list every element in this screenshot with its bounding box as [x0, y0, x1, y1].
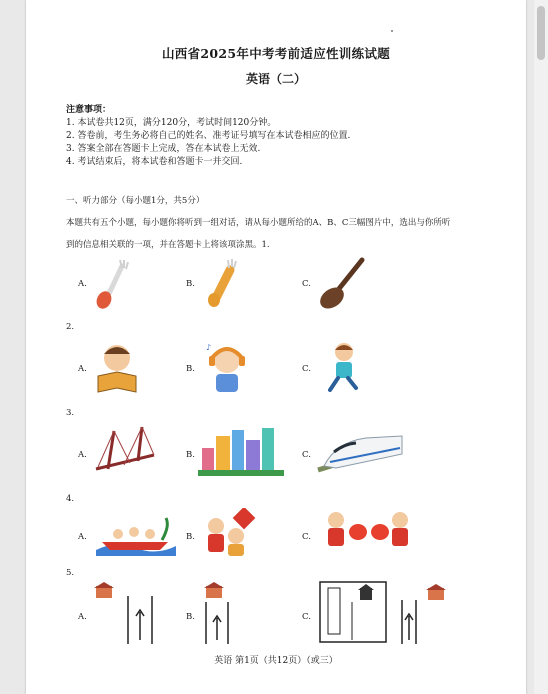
option-label: A. — [78, 450, 87, 460]
option-label: B. — [186, 279, 195, 289]
map-route-b-icon — [198, 582, 258, 646]
notice-item: 2. 答卷前，考生务必将自己的姓名、准考证号填写在本试卷相应的位置. — [66, 131, 351, 141]
option-label: C. — [302, 532, 311, 542]
option-label: C. — [302, 364, 311, 374]
instruction-line: 本题共有五个小题，每小题你将听到一组对话，请从每小题所给的A、B、C三幅图片中，选出与你所听 — [66, 218, 451, 228]
notice-item: 1. 本试卷共12页，满分120分，考试时间120分钟。 — [66, 118, 277, 128]
city-buildings-icon — [198, 426, 284, 476]
scrollbar-thumb[interactable] — [537, 6, 545, 60]
option-label: B. — [186, 612, 195, 622]
instruction-line: 到的信息相关联的一项，并在答题卡上将该项涂黑。1. — [66, 240, 270, 250]
option-label: A. — [78, 532, 87, 542]
document-page — [26, 0, 526, 694]
exam-title: 山西省2025年中考考前适应性训练试题 — [162, 46, 390, 61]
question-number: 4. — [66, 494, 75, 504]
instructions — [66, 212, 506, 256]
mark — [391, 30, 393, 32]
dragon-boat-icon — [96, 510, 176, 556]
question-number: 5. — [66, 568, 75, 578]
bridge-icon — [94, 425, 156, 477]
notice-item: 3. 答案全部在答题卡上完成，答在本试卷上无效. — [66, 144, 261, 154]
notice-item: 4. 考试结束后，将本试卷和答题卡一并交回. — [66, 157, 243, 167]
lantern-kids-icon — [320, 508, 414, 558]
option-label: A. — [78, 279, 87, 289]
vertical-scrollbar[interactable] — [534, 0, 548, 694]
svg-text:♪: ♪ — [206, 343, 212, 352]
spring-festival-kids-icon — [200, 508, 258, 558]
running-boy-icon — [322, 340, 362, 394]
ladle-icon — [316, 254, 368, 312]
option-label: B. — [186, 450, 195, 460]
map-route-c-icon — [316, 580, 448, 646]
map-route-a-icon — [92, 582, 168, 646]
option-label: C. — [302, 279, 311, 289]
high-speed-train-icon — [316, 428, 404, 478]
question-number: 2. — [66, 322, 75, 332]
section-title: 一、听力部分（每小题1分，共5分） — [66, 196, 205, 206]
reading-boy-icon — [94, 340, 140, 394]
exam-subtitle: 英语（二） — [245, 72, 306, 86]
option-label: C. — [302, 612, 311, 622]
option-label: B. — [186, 364, 195, 374]
spoon-icon — [200, 254, 246, 312]
notice-block — [66, 104, 350, 169]
option-label: B. — [186, 532, 195, 542]
notice-heading: 注意事项： — [66, 105, 112, 115]
page-footer: 英语 第1页（共12页）（或三） — [214, 656, 338, 666]
question-number: 3. — [66, 408, 75, 418]
option-label: A. — [78, 612, 87, 622]
option-label: C. — [302, 450, 311, 460]
fork-icon — [92, 254, 138, 312]
option-label: A. — [78, 364, 87, 374]
listening-girl-icon — [204, 340, 250, 394]
